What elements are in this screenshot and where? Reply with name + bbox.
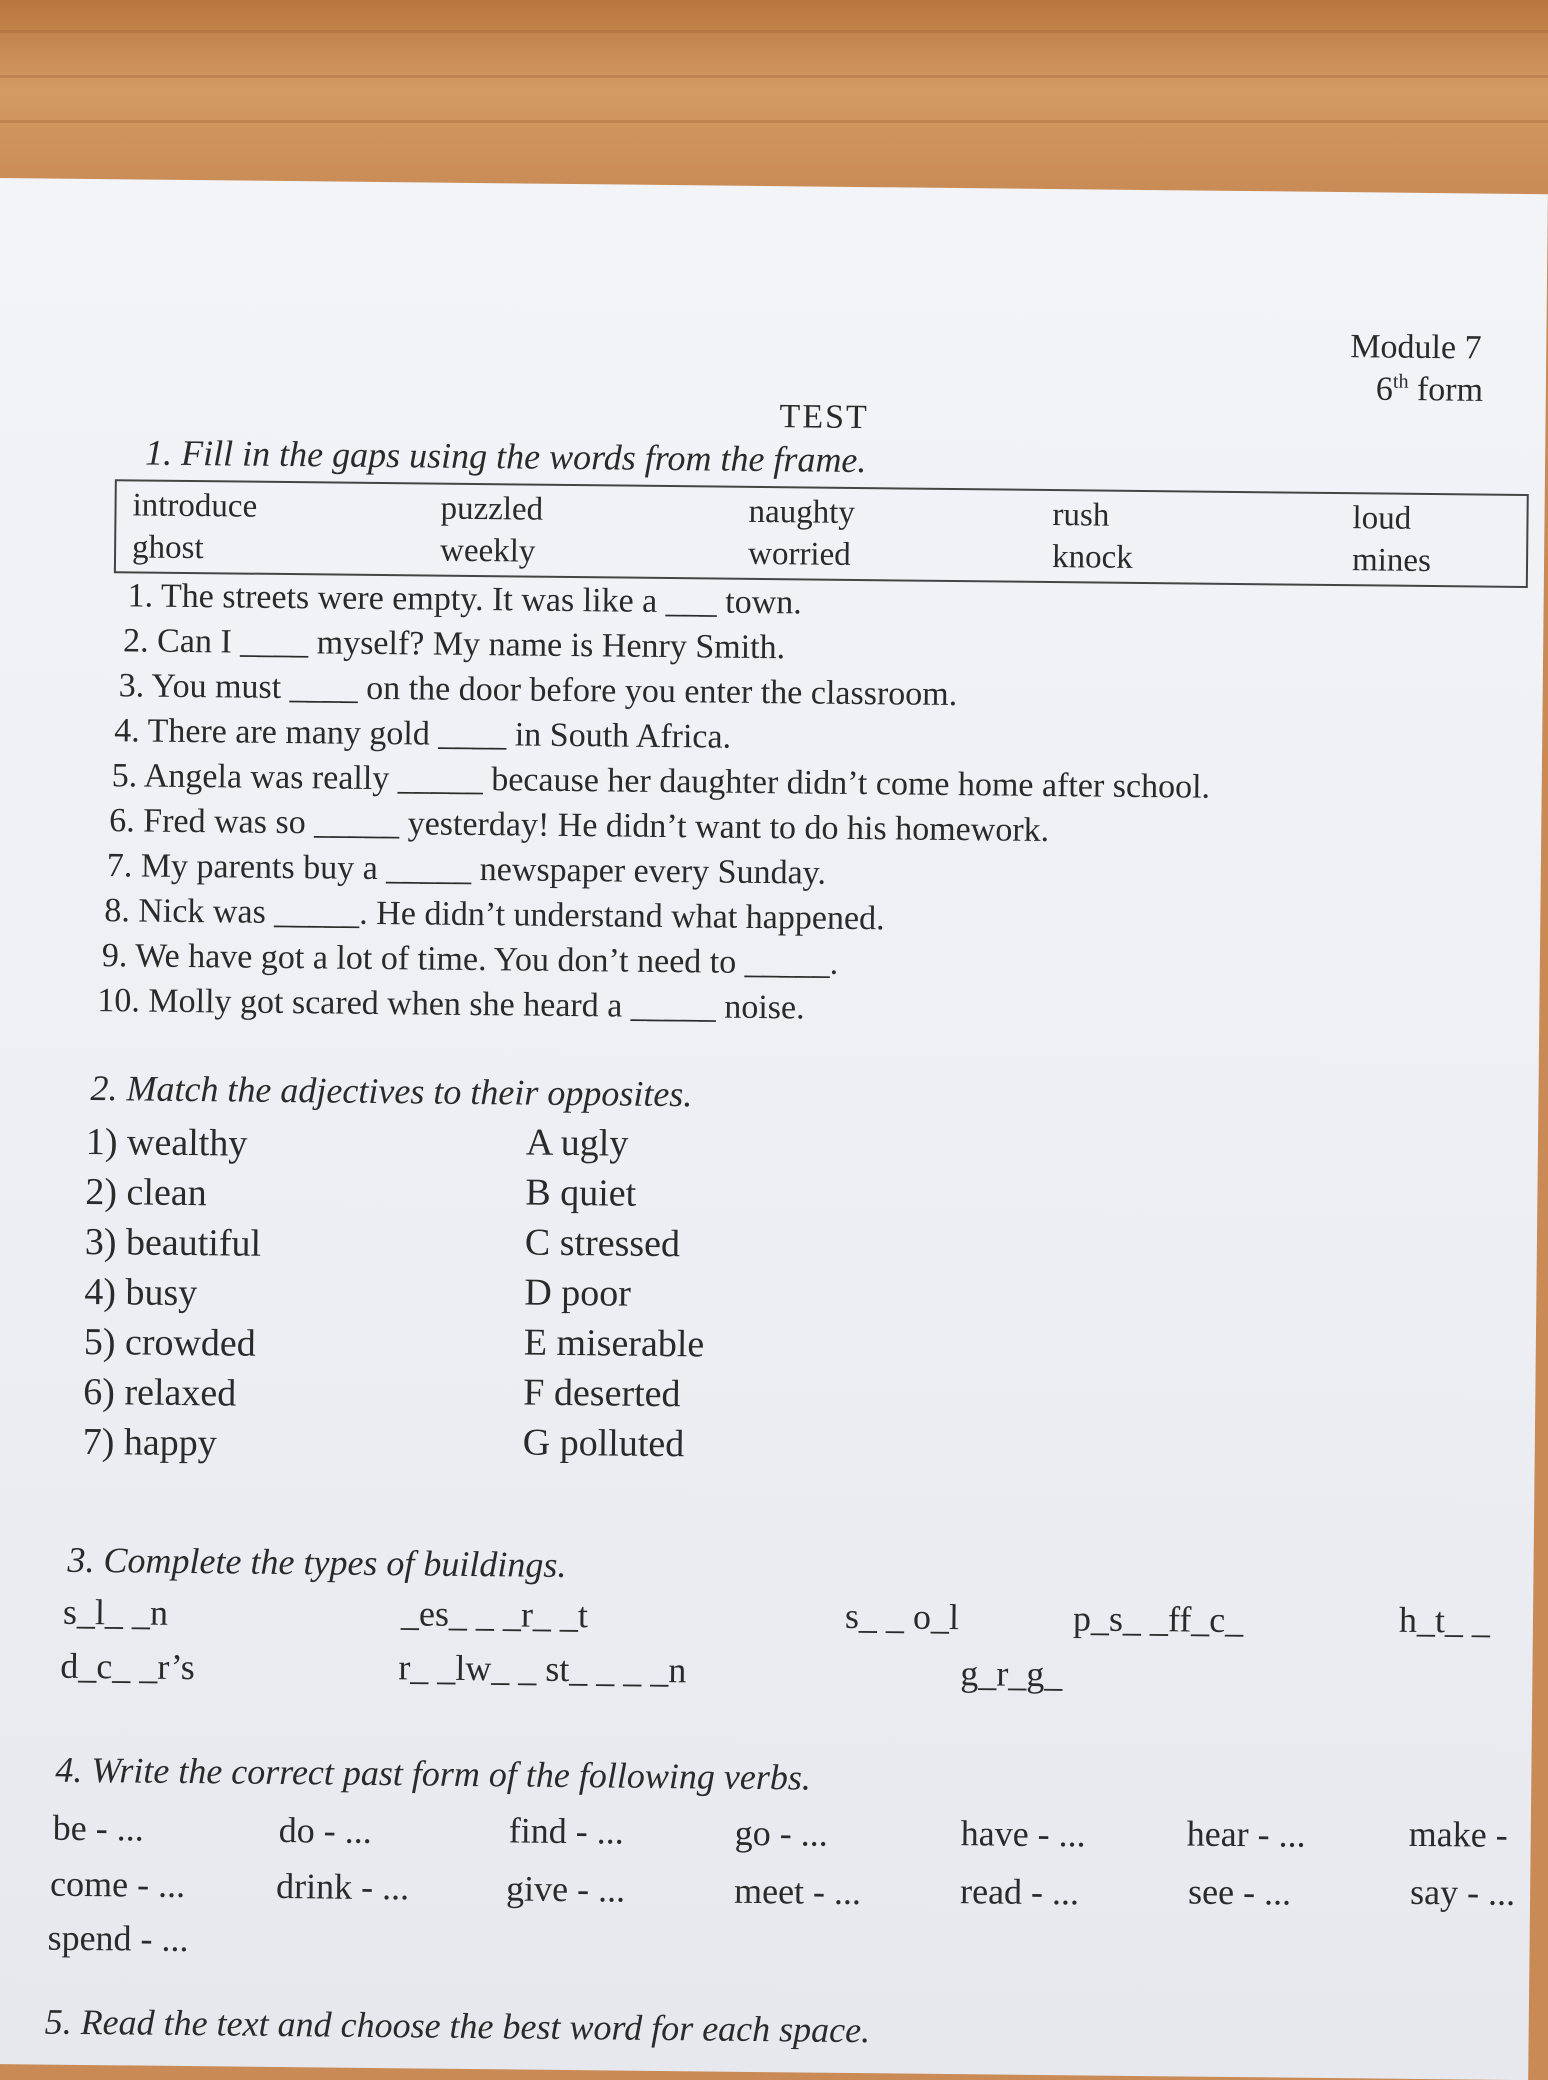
adjective-item: 4) busy	[84, 1270, 198, 1315]
form-word: form	[1416, 371, 1484, 409]
sentence-2: 2. Can I ____ myself? My name is Henry Smith.	[122, 622, 786, 667]
opposite-item: C stressed	[524, 1221, 681, 1266]
adjective-item: 5) crowded	[83, 1320, 257, 1365]
opposites-list	[523, 1118, 707, 1470]
opposite-item: D poor	[524, 1271, 632, 1315]
form-number: 6	[1375, 370, 1394, 408]
opposite-item: E miserable	[523, 1321, 705, 1366]
module-label: Module 7	[1350, 328, 1482, 367]
wooden-desk-background	[0, 0, 1548, 200]
sentence-4: 4. There are many gold ____ in South Africa.	[114, 712, 732, 756]
test-sheet	[0, 178, 1548, 2080]
opposite-item: A ugly	[525, 1121, 629, 1165]
verb-item: read - ...	[959, 1871, 1080, 1913]
sentence-10: 10. Molly got scared when she heard a _____ noise.	[97, 982, 805, 1027]
adjective-item: 1) wealthy	[85, 1120, 248, 1165]
building-word: h_t_ _	[1398, 1599, 1491, 1641]
frame-word: knock	[1051, 539, 1133, 576]
adjectives-list	[83, 1117, 263, 1469]
building-word: p_s_ _ff_c_	[1072, 1598, 1244, 1641]
adjective-item: 6) relaxed	[83, 1370, 237, 1415]
section4-heading: 4. Write the correct past form of the following verbs.	[55, 1749, 812, 1798]
sentence-5: 5. Angela was really _____ because her daughter didn’t come home after school.	[111, 757, 1211, 806]
verb-item: come - ...	[49, 1863, 186, 1906]
opposite-item: G polluted	[522, 1421, 685, 1466]
verb-item: give - ...	[505, 1868, 626, 1910]
form-label	[1376, 370, 1484, 409]
building-word: _es_ _ _r_ _t	[400, 1593, 589, 1636]
frame-word: mines	[1351, 542, 1432, 580]
verb-item: see - ...	[1187, 1871, 1292, 1913]
wood-grain	[0, 30, 1548, 33]
wood-grain	[0, 75, 1548, 78]
page-title: TEST	[779, 398, 869, 437]
sentence-3: 3. You must ____ on the door before you enter the classroom.	[118, 667, 958, 714]
verb-item: have - ...	[960, 1813, 1086, 1855]
frame-word: rush	[1052, 497, 1110, 534]
building-word: r_ _lw_ _ st_ _ _ _n	[398, 1647, 687, 1691]
sentence-7: 7. My parents buy a _____ newspaper every Sunday.	[106, 847, 827, 892]
verb-item: hear - ...	[1186, 1813, 1306, 1855]
verb-item: spend - ...	[47, 1917, 189, 1960]
opposite-item: F deserted	[523, 1371, 681, 1416]
verb-item: go - ...	[734, 1812, 828, 1854]
section3-heading: 3. Complete the types of buildings.	[67, 1539, 567, 1586]
building-word: d_c_ _r’s	[60, 1645, 195, 1688]
building-word: s_ _ o_l	[844, 1595, 960, 1638]
frame-word: worried	[747, 535, 851, 573]
verb-item: drink - ...	[275, 1865, 410, 1908]
frame-word: puzzled	[440, 490, 544, 528]
frame-word: ghost	[131, 529, 204, 567]
verb-item: meet - ...	[733, 1870, 862, 1913]
verb-item: be - ...	[52, 1807, 144, 1849]
frame-word: loud	[1352, 500, 1412, 537]
adjective-item: 3) beautiful	[84, 1220, 262, 1265]
building-word: g_r_g_	[960, 1653, 1063, 1695]
frame-word: weekly	[439, 532, 536, 570]
building-word: s_l_ _n	[62, 1591, 169, 1633]
frame-word: naughty	[748, 493, 856, 531]
sentence-6: 6. Fred was so _____ yesterday! He didn’t want to do his homework.	[109, 802, 1050, 850]
word-frame	[114, 479, 1529, 588]
adjective-item: 7) happy	[82, 1420, 218, 1465]
section2-heading: 2. Match the adjectives to their opposites.	[90, 1067, 693, 1115]
verb-item: make -	[1408, 1813, 1508, 1855]
section5-heading: 5. Read the text and choose the best word for each space.	[44, 2001, 871, 2051]
section1-heading: 1. Fill in the gaps using the words from the frame.	[144, 432, 867, 481]
verb-item: find - ...	[508, 1810, 624, 1852]
form-superscript: th	[1392, 370, 1409, 393]
adjective-item: 2) clean	[85, 1170, 207, 1215]
wood-grain	[0, 120, 1548, 123]
sentence-1: 1. The streets were empty. It was like a ___ town.	[127, 577, 802, 622]
sentence-8: 8. Nick was _____. He didn’t understand what happened.	[104, 892, 885, 938]
verb-item: say - ...	[1409, 1871, 1516, 1913]
opposite-item: B quiet	[525, 1171, 637, 1215]
sentence-9: 9. We have got a lot of time. You don’t need to _____.	[101, 937, 839, 982]
frame-word: introduce	[132, 487, 258, 525]
verb-item: do - ...	[278, 1810, 372, 1851]
